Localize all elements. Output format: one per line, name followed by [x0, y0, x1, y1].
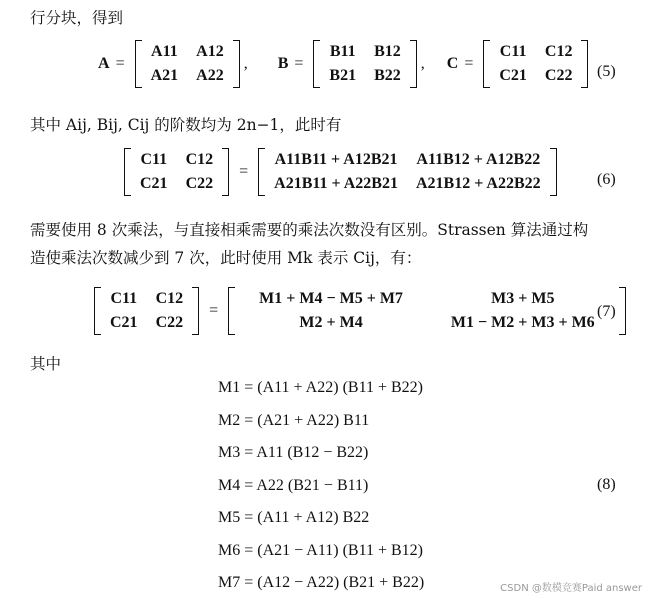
matrix-strassen-rhs: M1 + M4 − M5 + M7 M3 + M5 M2 + M4 M1 − M2 + M3 + M6 — [228, 287, 626, 335]
paragraph-strassen-1: 需要使用 8 次乘法，与直接相乘需要的乘法次数没有区别。Strassen 算法通过构 — [30, 221, 589, 239]
equation-7: C11 C12 C21 C22 = M1 + M4 − M5 + M7 M3 + M5 M2 + M4 M1 − M2 + M3 + M6 — [90, 287, 630, 335]
watermark: CSDN @数模竞赛Paid answer — [500, 583, 642, 594]
equation-m2: M2 = (A21 + A22) B11 — [218, 411, 370, 429]
equation-m7: M7 = (A12 − A22) (B21 + B22) — [218, 574, 425, 591]
matrix-c-lhs-7: C11 C12 C21 C22 — [94, 287, 199, 335]
equation-m3: M3 = A11 (B12 − B22) — [218, 444, 369, 461]
matrix-b: B11 B12 B21 B22 — [313, 40, 416, 88]
paragraph-strassen-2: 造使乘法次数减少到 7 次，此时使用 Mk 表示 Cij，有： — [30, 249, 422, 267]
matrix-product-rhs: A11B11 + A12B21 A11B12 + A12B22 A21B11 + A22B21 A21B12 + A22B22 — [258, 148, 557, 196]
paragraph-order: 其中 Aij, Bij, Cij 的阶数均为 2n−1，此时有 — [30, 116, 342, 134]
equation-m4: M4 = A22 (B21 − B11) — [218, 476, 369, 494]
intro-text: 行分块，得到 — [30, 9, 124, 27]
paragraph-where: 其中 — [30, 355, 62, 373]
matrix-c-label: C — [446, 55, 459, 72]
equation-number-7: (7) — [597, 303, 616, 320]
matrix-c: C11 C12 C21 C22 — [483, 40, 588, 88]
equation-number-6: (6) — [597, 171, 616, 188]
equation-number-5: (5) — [597, 63, 616, 80]
matrix-b-label: B — [277, 55, 289, 72]
equation-m1: M1 = (A11 + A22) (B11 + B22) — [218, 379, 423, 396]
equation-6: C11 C12 C21 C22 = A11B11 + A12B21 A11B12 + A12B22 A21B11 + A22B21 A21B12 + A22B22 — [120, 148, 561, 196]
equation-5: A = A11 A12 A21 A22 , B = B11 B12 B21 B22 , C = C11 C12 C21 C22 — [98, 40, 592, 88]
equation-8-system — [218, 372, 424, 600]
equation-m5: M5 = (A11 + A12) B22 — [218, 509, 370, 526]
matrix-a: A11 A12 A21 A22 — [135, 40, 240, 88]
matrix-c-lhs: C11 C12 C21 C22 — [124, 148, 229, 196]
equation-number-8: (8) — [597, 476, 616, 493]
matrix-a-label: A — [98, 55, 110, 72]
equation-m6: M6 = (A21 − A11) (B11 + B12) — [218, 541, 423, 559]
